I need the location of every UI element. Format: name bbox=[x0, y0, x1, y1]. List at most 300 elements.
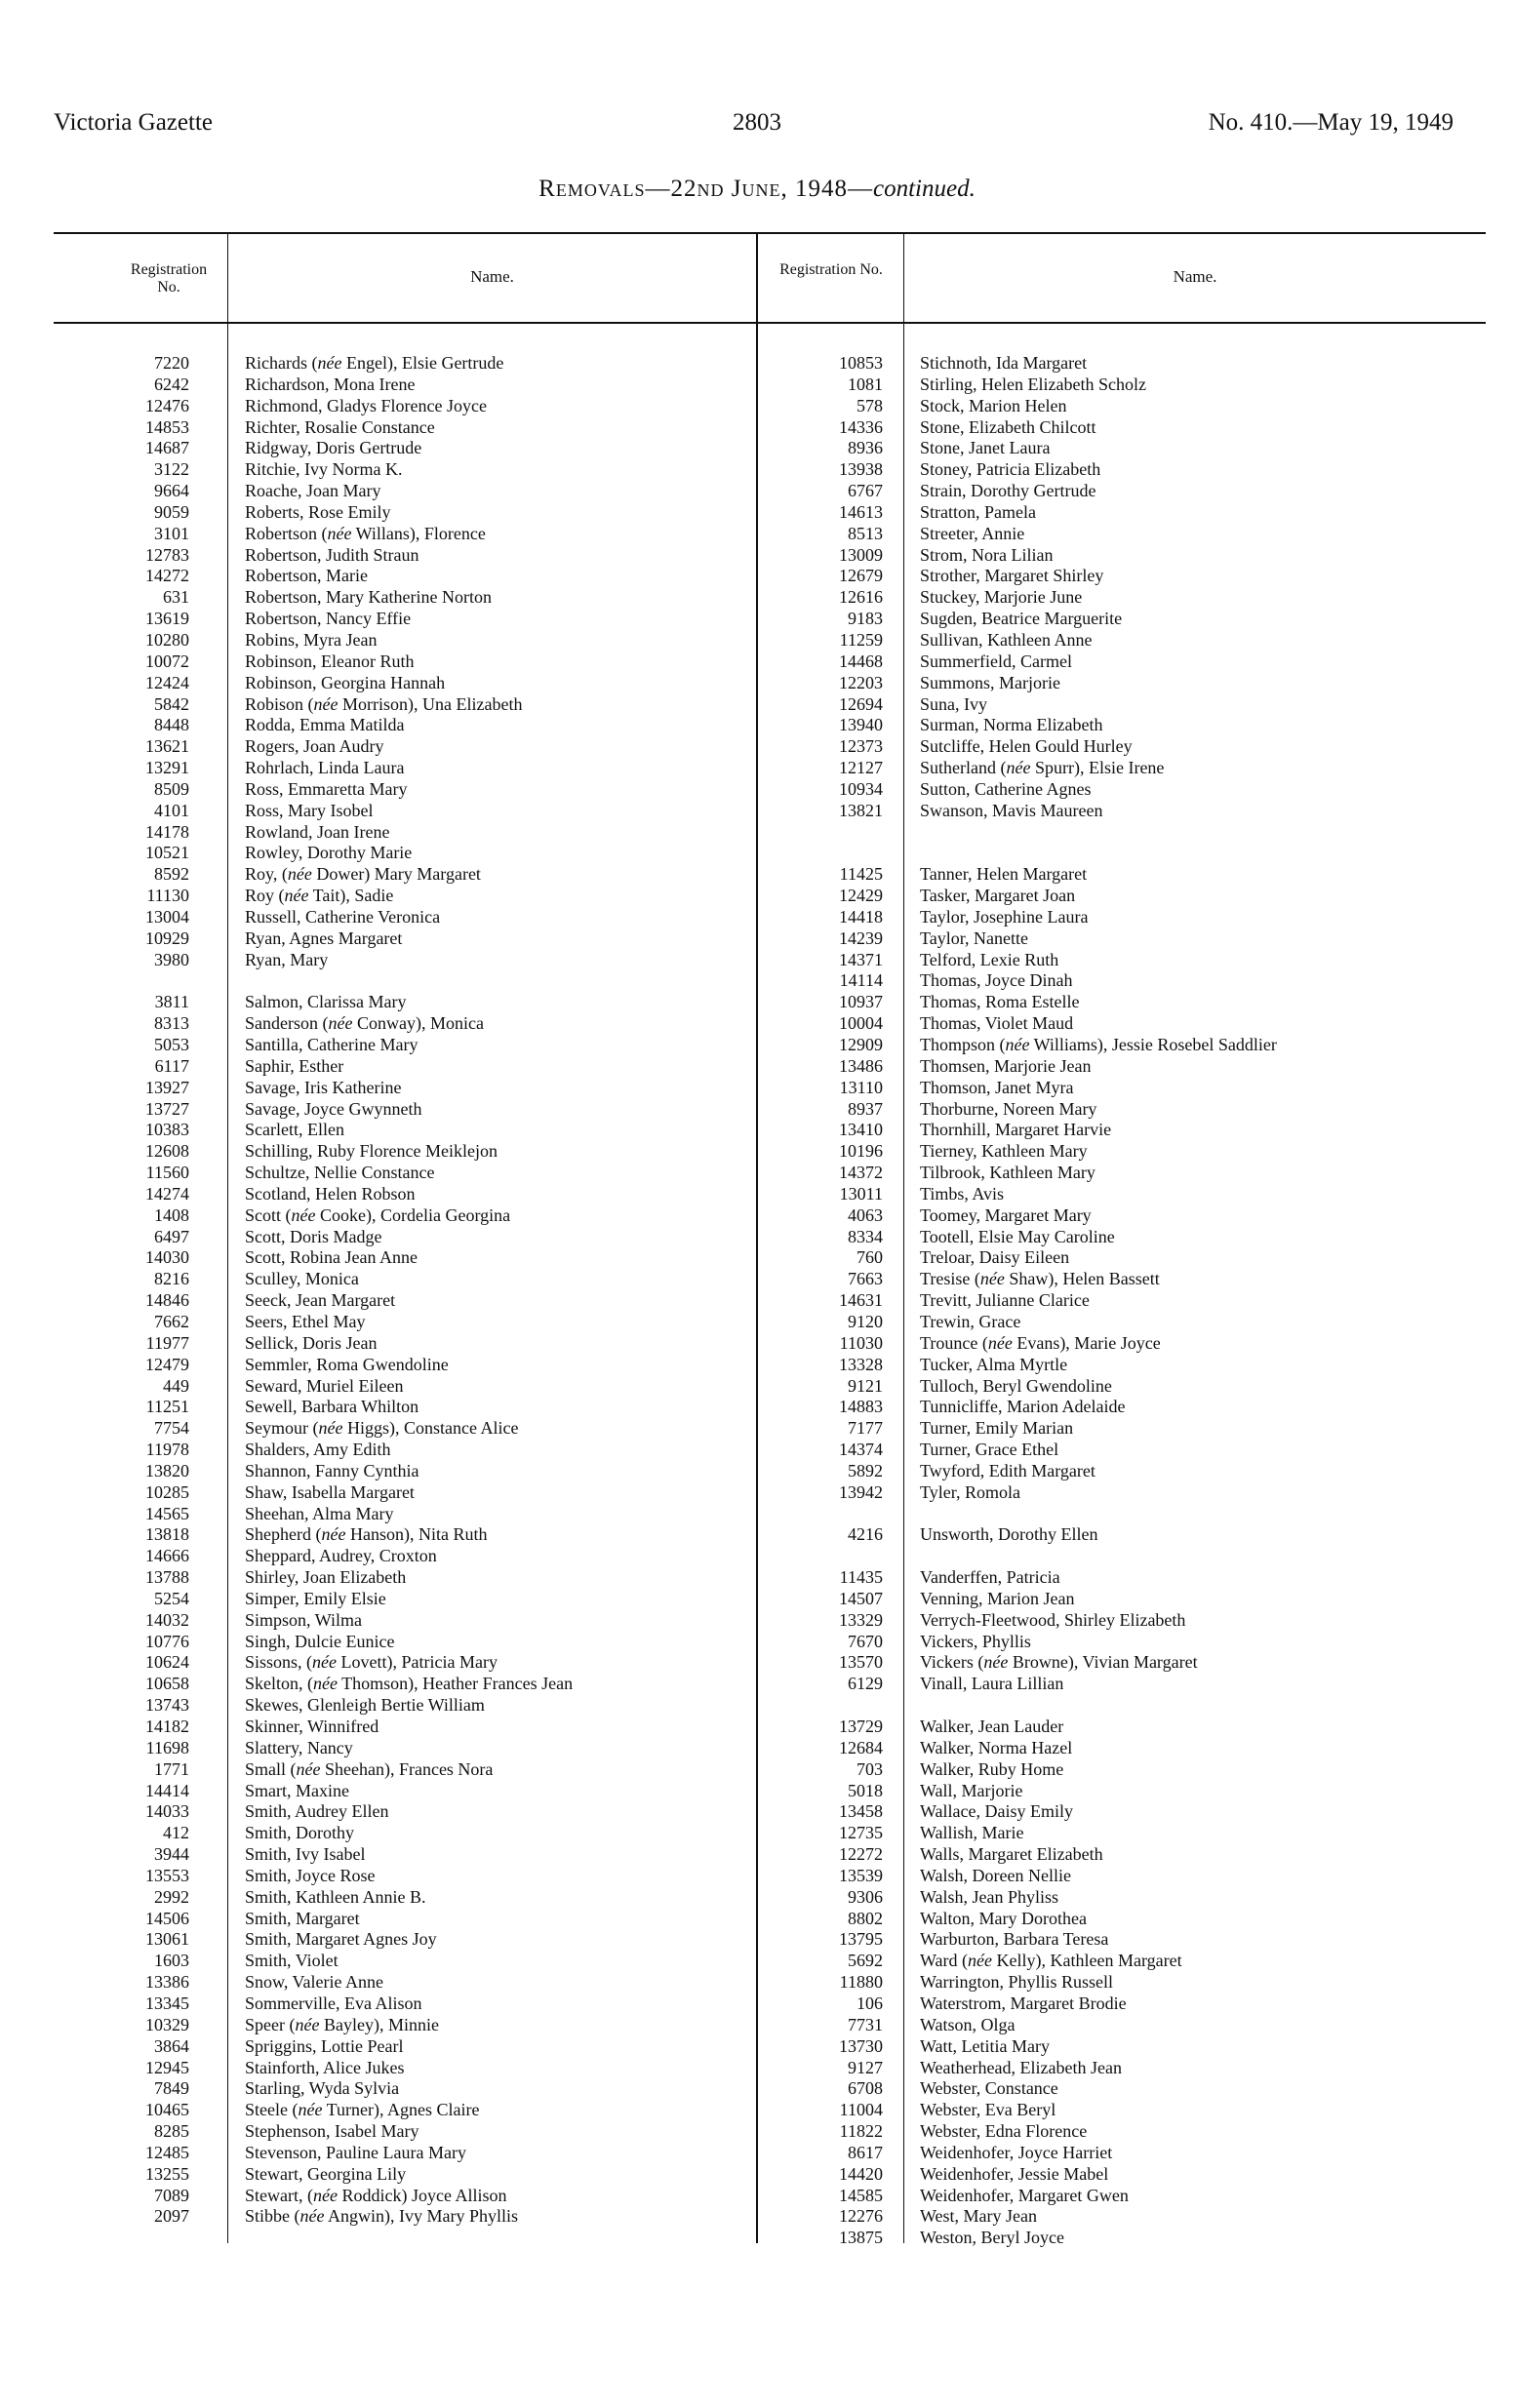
registrant-name: Robinson, Georgina Hannah bbox=[245, 672, 446, 692]
registration-number: 14585 bbox=[839, 2185, 883, 2205]
registration-number: 13818 bbox=[145, 1524, 189, 1545]
registrant-name: Tanner, Helen Margaret bbox=[920, 864, 1088, 885]
registration-number: 7663 bbox=[848, 1269, 883, 1289]
registrant-name: Stibbe (née Angwin), Ivy Mary Phyllis bbox=[245, 2206, 518, 2227]
registrant-name: Salmon, Clarissa Mary bbox=[245, 992, 407, 1012]
registration-number: 8216 bbox=[154, 1269, 189, 1289]
registration-number: 12127 bbox=[839, 758, 883, 778]
registration-number: 12694 bbox=[839, 693, 883, 714]
registration-number: 13329 bbox=[839, 1609, 883, 1630]
registrant-name: Sissons, (née Lovett), Patricia Mary bbox=[245, 1652, 498, 1673]
registrant-name: Santilla, Catherine Mary bbox=[245, 1035, 418, 1054]
table-top-rule bbox=[54, 232, 1486, 234]
left-registration-header: Registration No. bbox=[130, 261, 208, 296]
registration-number: 6497 bbox=[154, 1226, 189, 1246]
registrant-name: Stainforth, Alice Jukes bbox=[245, 2057, 405, 2077]
registration-number: 9120 bbox=[848, 1311, 883, 1331]
registrant-name: Timbs, Avis bbox=[920, 1183, 1005, 1204]
registration-number: 11698 bbox=[145, 1737, 189, 1757]
registration-number: 13553 bbox=[145, 1865, 189, 1885]
registrant-name: Taylor, Josephine Laura bbox=[920, 906, 1089, 927]
registrant-name: Taylor, Nanette bbox=[920, 928, 1028, 948]
registrant-name: Robison (née Morrison), Una Elizabeth bbox=[245, 693, 523, 714]
registrant-name: Sommerville, Eva Alison bbox=[245, 1993, 422, 2013]
registrant-name: Stirling, Helen Elizabeth Scholz bbox=[920, 374, 1146, 394]
registrant-name: Simpson, Wilma bbox=[245, 1609, 362, 1630]
registration-number: 14420 bbox=[839, 2163, 883, 2184]
registrant-name: Stratton, Pamela bbox=[920, 501, 1036, 522]
registrant-name: Toomey, Margaret Mary bbox=[920, 1204, 1092, 1225]
registrant-name: Turner, Grace Ethel bbox=[920, 1440, 1059, 1460]
registrant-name: Robertson, Mary Katherine Norton bbox=[245, 587, 492, 608]
registration-number: 10937 bbox=[839, 992, 883, 1012]
registration-number: 8334 bbox=[848, 1226, 883, 1246]
registration-number: 12272 bbox=[839, 1844, 883, 1865]
registration-number: 14468 bbox=[839, 651, 883, 671]
registrant-name: Seymour (née Higgs), Constance Alice bbox=[245, 1418, 519, 1439]
registration-number: 5892 bbox=[848, 1460, 883, 1480]
registration-number: 8617 bbox=[848, 2142, 883, 2162]
registration-number: 3101 bbox=[154, 523, 189, 543]
registrant-name: Shannon, Fanny Cynthia bbox=[245, 1460, 419, 1480]
registration-number: 6708 bbox=[848, 2078, 883, 2099]
registration-number: 9127 bbox=[848, 2057, 883, 2077]
registrant-name: Warburton, Barbara Teresa bbox=[920, 1929, 1109, 1950]
registrant-name: Tresise (née Shaw), Helen Bassett bbox=[920, 1269, 1160, 1289]
registration-number: 11130 bbox=[146, 886, 189, 906]
registrant-name: Robertson (née Willans), Florence bbox=[245, 523, 486, 543]
registrant-name: Sugden, Beatrice Marguerite bbox=[920, 609, 1123, 629]
left-registration-column bbox=[59, 353, 189, 2228]
registrant-name: Sutton, Catherine Agnes bbox=[920, 778, 1092, 799]
registrant-name: Treloar, Daisy Eileen bbox=[920, 1247, 1070, 1268]
right-registration-header: Registration No. bbox=[779, 261, 883, 278]
registration-number: 10624 bbox=[145, 1652, 189, 1673]
registrant-name: Skelton, (née Thomson), Heather Frances Jean bbox=[245, 1674, 574, 1694]
registration-number: 14506 bbox=[145, 1908, 189, 1928]
registrant-name: Small (née Sheehan), Frances Nora bbox=[245, 1758, 494, 1779]
registrant-name: Thomas, Roma Estelle bbox=[920, 992, 1080, 1012]
registration-number: 12684 bbox=[839, 1737, 883, 1757]
registrant-name: Smith, Kathleen Annie B. bbox=[245, 1886, 426, 1907]
registrant-name: Walton, Mary Dorothea bbox=[920, 1908, 1087, 1928]
registration-number: 14272 bbox=[145, 566, 189, 586]
registration-number: 11251 bbox=[145, 1397, 189, 1417]
registration-number: 12909 bbox=[839, 1035, 883, 1054]
left-name-header: Name. bbox=[470, 267, 514, 286]
registration-number: 4101 bbox=[154, 800, 189, 820]
registrant-name: Webster, Constance bbox=[920, 2078, 1058, 2099]
registration-number bbox=[766, 1504, 883, 1525]
registration-number: 12945 bbox=[145, 2057, 189, 2077]
registration-number: 8513 bbox=[848, 523, 883, 543]
registration-number: 106 bbox=[857, 1993, 883, 2013]
registrant-name: Walsh, Doreen Nellie bbox=[920, 1865, 1071, 1885]
registrant-name: Vickers (née Browne), Vivian Margaret bbox=[920, 1652, 1198, 1673]
registrant-name: Trewin, Grace bbox=[920, 1311, 1021, 1331]
registrant-name: Spriggins, Lottie Pearl bbox=[245, 2035, 404, 2056]
registrant-name: Vickers, Phyllis bbox=[920, 1631, 1031, 1651]
registration-number: 5053 bbox=[154, 1035, 189, 1054]
registration-number: 1081 bbox=[848, 374, 883, 394]
registrant-name: Thomas, Violet Maud bbox=[920, 1013, 1074, 1034]
registration-number: 8448 bbox=[154, 715, 189, 735]
registration-number: 13009 bbox=[839, 544, 883, 565]
registrant-name: Strother, Margaret Shirley bbox=[920, 566, 1104, 586]
column-divider-3 bbox=[903, 234, 904, 2243]
registrant-name: Warrington, Phyllis Russell bbox=[920, 1972, 1114, 1993]
registrant-name: Shirley, Joan Elizabeth bbox=[245, 1567, 407, 1588]
registrant-name: Weidenhofer, Margaret Gwen bbox=[920, 2185, 1129, 2205]
registration-number: 13729 bbox=[839, 1717, 883, 1736]
registrant-name: Savage, Iris Katherine bbox=[245, 1077, 402, 1097]
registrant-name: Rogers, Joan Audry bbox=[245, 736, 384, 757]
registration-number: 12203 bbox=[839, 672, 883, 692]
registration-number: 9306 bbox=[848, 1886, 883, 1907]
registrant-name: Shaw, Isabella Margaret bbox=[245, 1481, 415, 1502]
registrant-name bbox=[920, 843, 1486, 864]
registration-number: 10776 bbox=[145, 1631, 189, 1651]
page-number: 2803 bbox=[733, 109, 781, 136]
registration-number: 11560 bbox=[145, 1163, 189, 1183]
registration-number: 14372 bbox=[839, 1163, 883, 1183]
registration-number: 11435 bbox=[839, 1567, 883, 1588]
registration-number: 7731 bbox=[848, 2014, 883, 2034]
registration-number: 13345 bbox=[145, 1993, 189, 2013]
registrant-name: Tucker, Alma Myrtle bbox=[920, 1354, 1068, 1374]
registrant-name: Verrych-Fleetwood, Shirley Elizabeth bbox=[920, 1609, 1186, 1630]
registrant-name bbox=[920, 1695, 1486, 1717]
registration-number: 14846 bbox=[145, 1290, 189, 1311]
right-name-header: Name. bbox=[1173, 267, 1217, 286]
registration-number: 10929 bbox=[145, 928, 189, 948]
registration-number: 13110 bbox=[839, 1077, 883, 1097]
registrant-name: Ryan, Agnes Margaret bbox=[245, 928, 403, 948]
registration-number: 14274 bbox=[145, 1183, 189, 1204]
registrant-name: Rowley, Dorothy Marie bbox=[245, 843, 413, 863]
registration-number: 5842 bbox=[154, 693, 189, 714]
registration-number: 13486 bbox=[839, 1055, 883, 1076]
registrant-name bbox=[920, 822, 1486, 844]
registrant-name bbox=[245, 970, 752, 992]
registration-number: 14182 bbox=[145, 1717, 189, 1736]
registrant-name: Webster, Edna Florence bbox=[920, 2121, 1088, 2142]
registrant-name: Walker, Jean Lauder bbox=[920, 1717, 1064, 1736]
registration-number: 14565 bbox=[145, 1503, 189, 1523]
registration-number: 7662 bbox=[154, 1311, 189, 1331]
registrant-name: Stewart, Georgina Lily bbox=[245, 2163, 407, 2184]
registration-number: 14033 bbox=[145, 1801, 189, 1822]
registrant-name: Ritchie, Ivy Norma K. bbox=[245, 459, 403, 480]
registration-number: 13328 bbox=[839, 1354, 883, 1374]
registrant-name: Tootell, Elsie May Caroline bbox=[920, 1226, 1115, 1246]
registration-number: 12476 bbox=[145, 395, 189, 415]
registrant-name: Stewart, (née Roddick) Joyce Allison bbox=[245, 2185, 507, 2205]
registrant-name: Seward, Muriel Eileen bbox=[245, 1375, 404, 1396]
registrant-name: Stichnoth, Ida Margaret bbox=[920, 353, 1088, 373]
registration-number: 13539 bbox=[839, 1865, 883, 1885]
registration-number: 12616 bbox=[839, 587, 883, 608]
registrant-name: Surman, Norma Elizabeth bbox=[920, 715, 1103, 735]
registration-number: 14687 bbox=[145, 438, 189, 458]
registrant-name: Watt, Letitia Mary bbox=[920, 2035, 1051, 2056]
registration-number: 12429 bbox=[839, 886, 883, 906]
registration-number: 13061 bbox=[145, 1929, 189, 1950]
registrant-name: Thornhill, Margaret Harvie bbox=[920, 1120, 1112, 1140]
registrant-name: Roy (née Tait), Sadie bbox=[245, 886, 394, 906]
registrant-name: Strain, Dorothy Gertrude bbox=[920, 481, 1096, 501]
issue-date: No. 410.—May 19, 1949 bbox=[1208, 109, 1454, 136]
registration-number: 13619 bbox=[145, 609, 189, 629]
registration-number: 13570 bbox=[839, 1652, 883, 1673]
registration-number: 1603 bbox=[154, 1951, 189, 1971]
registration-number: 13743 bbox=[145, 1695, 189, 1716]
registration-number: 10329 bbox=[145, 2014, 189, 2034]
registrant-name: Richter, Rosalie Constance bbox=[245, 416, 435, 437]
registration-number: 13821 bbox=[839, 800, 883, 820]
registration-number: 578 bbox=[857, 395, 883, 415]
registrant-name: Weidenhofer, Jessie Mabel bbox=[920, 2163, 1109, 2184]
registrant-name: Sellick, Doris Jean bbox=[245, 1332, 378, 1353]
registrant-name: Sewell, Barbara Whilton bbox=[245, 1397, 419, 1417]
registrant-name: Roy, (née Dower) Mary Margaret bbox=[245, 864, 481, 885]
registration-number: 13940 bbox=[839, 715, 883, 735]
registrant-name: Summons, Marjorie bbox=[920, 672, 1060, 692]
registrant-name: Speer (née Bayley), Minnie bbox=[245, 2014, 439, 2034]
registration-number: 8802 bbox=[848, 1908, 883, 1928]
registration-number: 2097 bbox=[154, 2206, 189, 2227]
registrant-name: Trevitt, Julianne Clarice bbox=[920, 1290, 1090, 1311]
registration-number: 12679 bbox=[839, 566, 883, 586]
registration-number: 13291 bbox=[145, 758, 189, 778]
registration-number: 14178 bbox=[145, 821, 189, 842]
registration-number bbox=[766, 843, 883, 864]
registration-number: 2992 bbox=[154, 1886, 189, 1907]
registration-number: 14418 bbox=[839, 906, 883, 927]
registration-number: 3811 bbox=[154, 992, 189, 1012]
registration-number: 3864 bbox=[154, 2035, 189, 2056]
registration-number: 10383 bbox=[145, 1120, 189, 1140]
registration-number: 14336 bbox=[839, 416, 883, 437]
registrant-name: Singh, Dulcie Eunice bbox=[245, 1631, 395, 1651]
registration-number: 9664 bbox=[154, 481, 189, 501]
registration-number: 12735 bbox=[839, 1823, 883, 1843]
registration-number: 13727 bbox=[145, 1098, 189, 1119]
registrant-name: Robertson, Marie bbox=[245, 566, 368, 586]
registrant-name: Thorburne, Noreen Mary bbox=[920, 1098, 1097, 1119]
registrant-name: Ridgway, Doris Gertrude bbox=[245, 438, 422, 458]
registration-number: 7670 bbox=[848, 1631, 883, 1651]
registrant-name: Watson, Olga bbox=[920, 2014, 1016, 2034]
registration-number: 13386 bbox=[145, 1972, 189, 1993]
registration-number: 10658 bbox=[145, 1674, 189, 1694]
registrant-name: Walsh, Jean Phyliss bbox=[920, 1886, 1059, 1907]
registration-number: 11880 bbox=[839, 1972, 883, 1993]
registrant-name: Robertson, Judith Straun bbox=[245, 544, 419, 565]
registration-number: 14613 bbox=[839, 501, 883, 522]
registrant-name: Simper, Emily Elsie bbox=[245, 1588, 386, 1608]
registration-number: 12424 bbox=[145, 672, 189, 692]
registration-number: 14666 bbox=[145, 1546, 189, 1566]
registration-number: 13938 bbox=[839, 459, 883, 480]
registrant-name: Thompson (née Williams), Jessie Rosebel Saddlier bbox=[920, 1035, 1277, 1054]
section-title-main: Removals—22nd June, 1948— bbox=[538, 176, 873, 202]
registrant-name: Snow, Valerie Anne bbox=[245, 1972, 383, 1993]
registrant-name: Saphir, Esther bbox=[245, 1055, 344, 1076]
registration-number: 11259 bbox=[839, 629, 883, 650]
registrant-name: Vinall, Laura Lillian bbox=[920, 1674, 1064, 1694]
registration-number: 14374 bbox=[839, 1440, 883, 1460]
registration-number: 13410 bbox=[839, 1120, 883, 1140]
registration-number: 8313 bbox=[154, 1013, 189, 1034]
registrant-name: Stone, Elizabeth Chilcott bbox=[920, 416, 1096, 437]
registration-number: 9059 bbox=[154, 501, 189, 522]
registrant-name: Strom, Nora Lilian bbox=[920, 544, 1054, 565]
registration-number: 11978 bbox=[145, 1440, 189, 1460]
registration-number: 7089 bbox=[154, 2185, 189, 2205]
registration-number bbox=[766, 1695, 883, 1717]
registrant-name: Thomson, Janet Myra bbox=[920, 1077, 1074, 1097]
registrant-name: Telford, Lexie Ruth bbox=[920, 949, 1059, 969]
registration-number: 9121 bbox=[848, 1375, 883, 1396]
registrant-name: Smith, Margaret Agnes Joy bbox=[245, 1929, 437, 1950]
registration-number: 8936 bbox=[848, 438, 883, 458]
registration-number: 1408 bbox=[154, 1204, 189, 1225]
registration-number: 9183 bbox=[848, 609, 883, 629]
registration-number: 13004 bbox=[145, 906, 189, 927]
registrant-name: Ward (née Kelly), Kathleen Margaret bbox=[920, 1951, 1182, 1971]
registrant-name: Ross, Emmaretta Mary bbox=[245, 778, 408, 799]
registrant-name: Skinner, Winnifred bbox=[245, 1717, 379, 1736]
registration-number: 12608 bbox=[145, 1141, 189, 1162]
registration-number: 12373 bbox=[839, 736, 883, 757]
registrant-name: Rowland, Joan Irene bbox=[245, 821, 390, 842]
registration-number: 14853 bbox=[145, 416, 189, 437]
header-bottom-rule bbox=[54, 322, 1486, 324]
registration-number: 11425 bbox=[839, 864, 883, 885]
column-divider-1 bbox=[227, 234, 228, 2243]
registrant-name: Walls, Margaret Elizabeth bbox=[920, 1844, 1103, 1865]
registrant-name: Wallish, Marie bbox=[920, 1823, 1024, 1843]
registrant-name: Ross, Mary Isobel bbox=[245, 800, 374, 820]
registration-number: 10280 bbox=[145, 629, 189, 650]
registration-number: 10934 bbox=[839, 778, 883, 799]
registration-number: 13621 bbox=[145, 736, 189, 757]
registrant-name: Smith, Dorothy bbox=[245, 1823, 355, 1843]
registrant-name: Rodda, Emma Matilda bbox=[245, 715, 405, 735]
registration-number: 12479 bbox=[145, 1354, 189, 1374]
registration-number: 8592 bbox=[154, 864, 189, 885]
registration-number: 6242 bbox=[154, 374, 189, 394]
registration-number: 11004 bbox=[839, 2100, 883, 2120]
registration-number: 10465 bbox=[145, 2100, 189, 2120]
registrant-name: Smith, Margaret bbox=[245, 1908, 360, 1928]
registrant-name: Scott, Robina Jean Anne bbox=[245, 1247, 418, 1268]
registration-number: 11977 bbox=[145, 1332, 189, 1353]
registrant-name: Wall, Marjorie bbox=[920, 1780, 1023, 1800]
registration-number: 4216 bbox=[848, 1524, 883, 1545]
registration-number: 7220 bbox=[154, 353, 189, 373]
registrant-name: Shepherd (née Hanson), Nita Ruth bbox=[245, 1524, 488, 1545]
registrant-name: Tulloch, Beryl Gwendoline bbox=[920, 1375, 1112, 1396]
registration-number: 10853 bbox=[839, 353, 883, 373]
registrant-name: Sutcliffe, Helen Gould Hurley bbox=[920, 736, 1133, 757]
registration-number: 11822 bbox=[839, 2121, 883, 2142]
registration-number: 5018 bbox=[848, 1780, 883, 1800]
registrant-name: Smith, Violet bbox=[245, 1951, 339, 1971]
registrant-name: Tasker, Margaret Joan bbox=[920, 886, 1076, 906]
registration-number: 13820 bbox=[145, 1460, 189, 1480]
registrant-name: Sculley, Monica bbox=[245, 1269, 359, 1289]
registration-number: 14032 bbox=[145, 1609, 189, 1630]
registration-number: 13788 bbox=[145, 1567, 189, 1588]
registration-number: 14507 bbox=[839, 1588, 883, 1608]
registrant-name: Slattery, Nancy bbox=[245, 1737, 353, 1757]
registrant-name: Unsworth, Dorothy Ellen bbox=[920, 1524, 1098, 1545]
registrant-name: Scotland, Helen Robson bbox=[245, 1183, 416, 1204]
registrant-name: Richmond, Gladys Florence Joyce bbox=[245, 395, 487, 415]
registrant-name: Stephenson, Isabel Mary bbox=[245, 2121, 419, 2142]
registrant-name: Scott, Doris Madge bbox=[245, 1226, 382, 1246]
column-divider-2 bbox=[756, 234, 758, 2243]
registration-number: 631 bbox=[163, 587, 189, 608]
registrant-name: Waterstrom, Margaret Brodie bbox=[920, 1993, 1127, 2013]
registrant-name: Skewes, Glenleigh Bertie William bbox=[245, 1695, 485, 1716]
registrant-name: Starling, Wyda Sylvia bbox=[245, 2078, 400, 2099]
gazette-title: Victoria Gazette bbox=[54, 109, 213, 136]
registrant-name: Ryan, Mary bbox=[245, 949, 329, 969]
registration-number: 10196 bbox=[839, 1141, 883, 1162]
registrant-name: Russell, Catherine Veronica bbox=[245, 906, 441, 927]
registration-number: 5692 bbox=[848, 1951, 883, 1971]
registration-number: 5254 bbox=[154, 1588, 189, 1608]
registrant-name: Richards (née Engel), Elsie Gertrude bbox=[245, 353, 504, 373]
registration-number: 10285 bbox=[145, 1481, 189, 1502]
registrant-name: Sullivan, Kathleen Anne bbox=[920, 629, 1093, 650]
registration-number: 10004 bbox=[839, 1013, 883, 1034]
registration-number: 8509 bbox=[154, 778, 189, 799]
registration-number: 10072 bbox=[145, 651, 189, 671]
registrant-name: Twyford, Edith Margaret bbox=[920, 1460, 1096, 1480]
registrant-name: Tunnicliffe, Marion Adelaide bbox=[920, 1397, 1126, 1417]
registration-number: 8937 bbox=[848, 1098, 883, 1119]
registrant-name: Venning, Marion Jean bbox=[920, 1588, 1075, 1608]
registrant-name: Thomas, Joyce Dinah bbox=[920, 970, 1073, 991]
registration-number: 3980 bbox=[154, 949, 189, 969]
registration-number: 12783 bbox=[145, 544, 189, 565]
registration-number: 7754 bbox=[154, 1418, 189, 1439]
registrant-name: Stevenson, Pauline Laura Mary bbox=[245, 2142, 466, 2162]
registrant-name: Schilling, Ruby Florence Meiklejon bbox=[245, 1141, 498, 1162]
registrant-name bbox=[920, 1546, 1486, 1567]
registrant-name: Vanderffen, Patricia bbox=[920, 1567, 1060, 1588]
registrant-name: Streeter, Annie bbox=[920, 523, 1025, 543]
registrant-name: Sanderson (née Conway), Monica bbox=[245, 1013, 484, 1034]
registration-number: 412 bbox=[163, 1823, 189, 1843]
registrant-name: Smith, Audrey Ellen bbox=[245, 1801, 389, 1822]
registration-number: 8285 bbox=[154, 2121, 189, 2142]
registrant-name bbox=[920, 1504, 1486, 1525]
registration-number: 4063 bbox=[848, 1204, 883, 1225]
registrant-name: Richardson, Mona Irene bbox=[245, 374, 416, 394]
registration-number: 3122 bbox=[154, 459, 189, 480]
registration-number: 6767 bbox=[848, 481, 883, 501]
registrant-name: Robinson, Eleanor Ruth bbox=[245, 651, 415, 671]
registration-number: 14631 bbox=[839, 1290, 883, 1311]
registrant-name: Tyler, Romola bbox=[920, 1481, 1020, 1502]
registration-number: 12485 bbox=[145, 2142, 189, 2162]
registrant-name: Suna, Ivy bbox=[920, 693, 987, 714]
